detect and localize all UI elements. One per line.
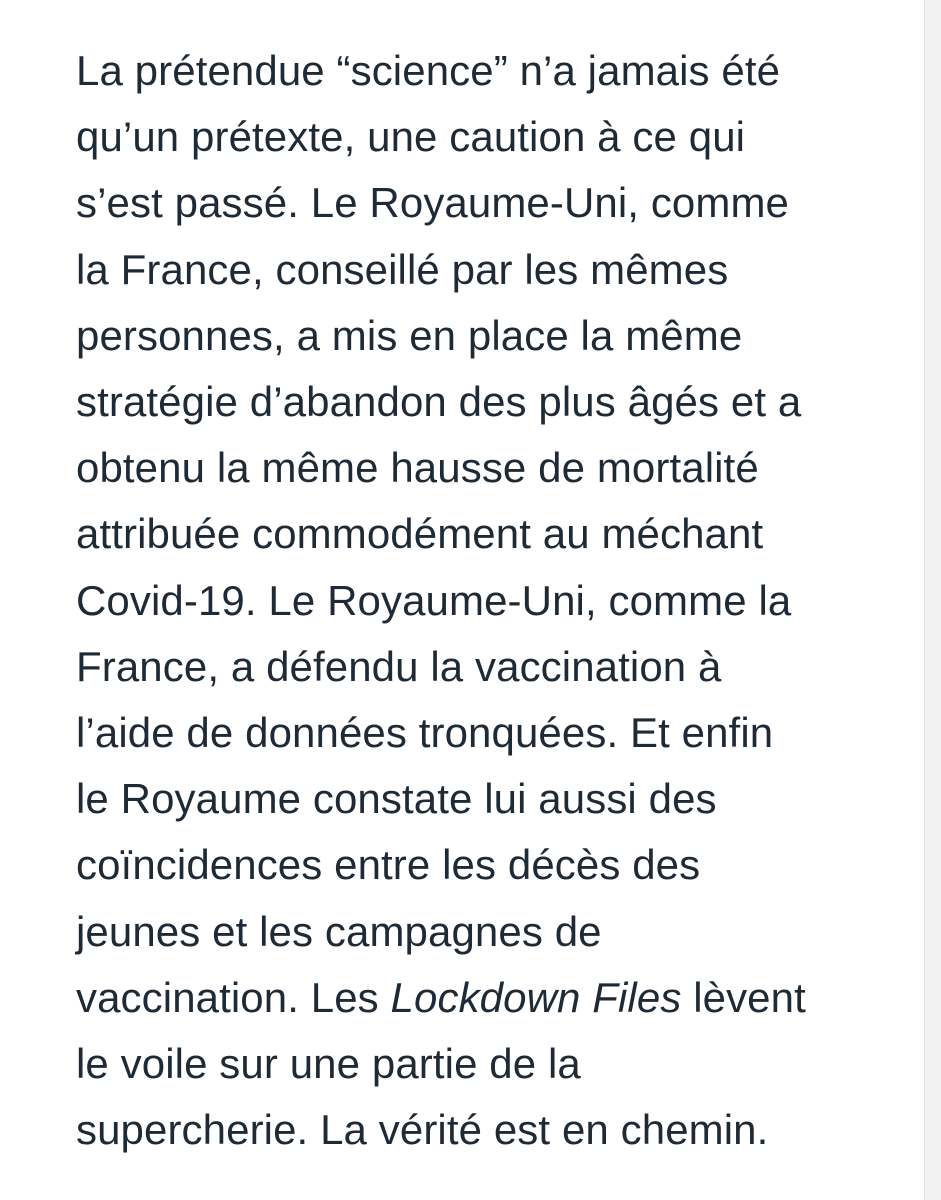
text-line: La prétendue “science” n’a jamais été [76, 47, 781, 94]
text-line: s’est passé. Le Royaume-Uni, comme [76, 179, 790, 227]
text-line: supercherie. La vérité est en chemin. [76, 1106, 769, 1154]
text-line: la France, conseillé par les mêmes [76, 245, 729, 293]
text-line: jeunes et les campagnes de [76, 907, 602, 955]
text-line-with-italic [76, 965, 906, 1031]
text-line: obtenu la même hausse de mortalité [76, 444, 759, 492]
text-line: le Royaume constate lui aussi des [76, 775, 717, 823]
right-edge-strip [924, 0, 941, 1200]
text-line: le voile sur une partie de la [76, 1040, 581, 1088]
text-line: attribuée commodément au méchant [76, 510, 764, 558]
text-line: Covid-19. Le Royaume-Uni, comme la [76, 576, 792, 624]
italic-title-lockdown-files: Lockdown Files [390, 973, 682, 1021]
text-fragment: vaccination. Les [76, 973, 391, 1021]
text-fragment: lèvent [681, 973, 806, 1021]
text-line: coïncidences entre les décès des [76, 841, 701, 889]
text-line: l’aide de données tronquées. Et enfin [76, 709, 774, 757]
text-line: qu’un prétexte, une caution à ce qui [76, 113, 746, 161]
text-line: France, a défendu la vaccination à [76, 642, 722, 690]
article-paragraph [76, 38, 906, 1163]
text-line: stratégie d’abandon des plus âgés et a [76, 378, 802, 426]
text-line: personnes, a mis en place la même [76, 311, 743, 359]
